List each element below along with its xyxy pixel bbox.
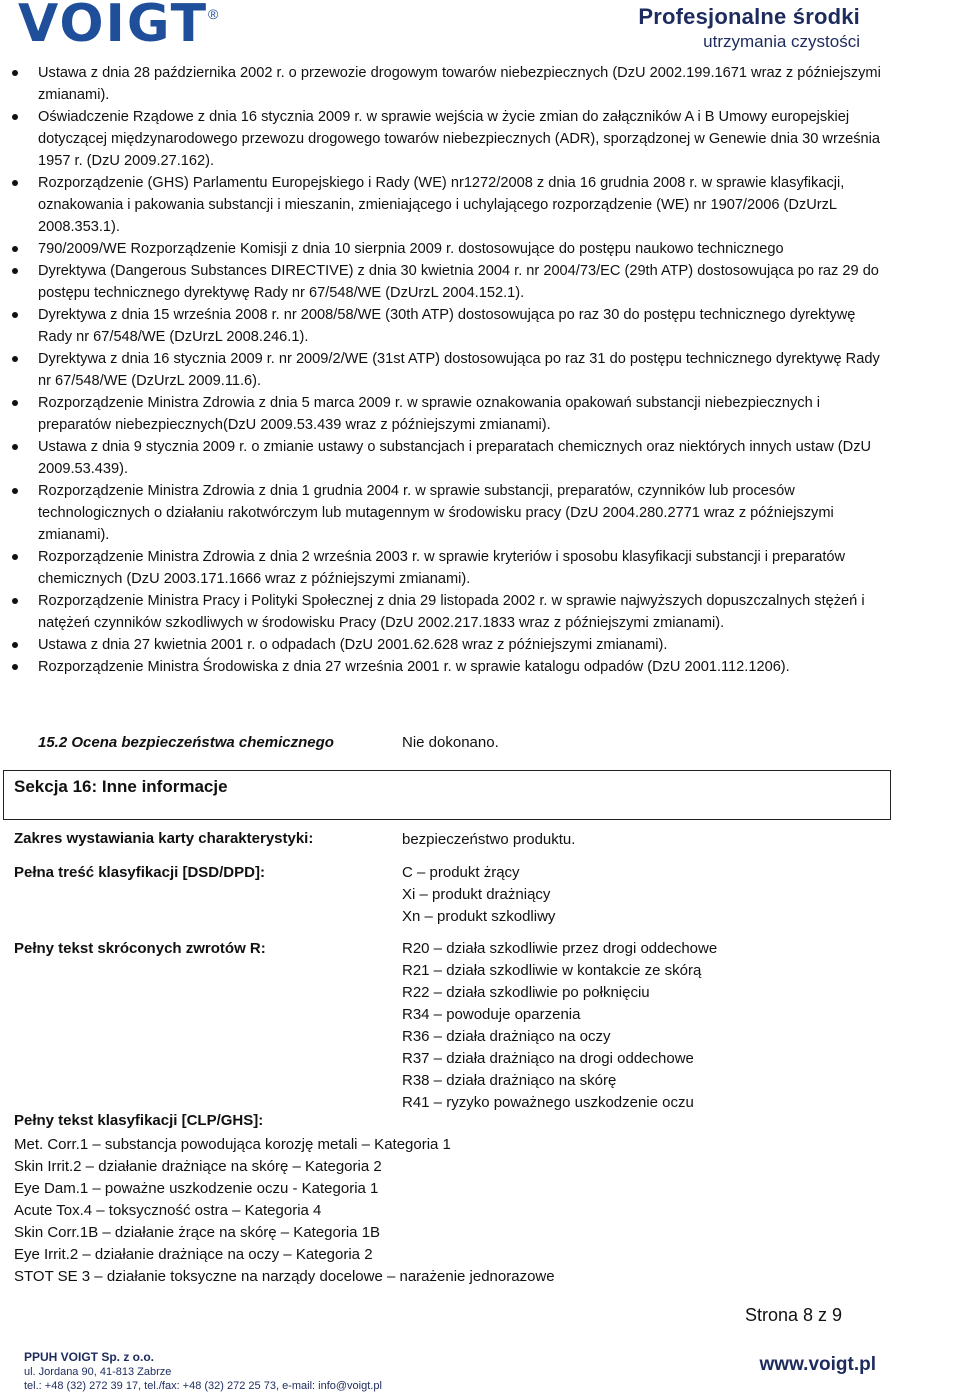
footer-address: ul. Jordana 90, 41-813 Zabrze bbox=[24, 1366, 172, 1378]
page-footer bbox=[0, 1336, 960, 1394]
r-phrases-label: Pełny tekst skróconych zwrotów R: bbox=[14, 940, 266, 957]
list-item: Rozporządzenie Ministra Zdrowia z dnia 5 marca 2009 r. w sprawie oznakowania opakowań substancji niebezpiecznych i preparatów niebezpiecznych(DzU 2009.53.439 wraz z późniejszymi zmianami). bbox=[0, 392, 960, 436]
list-item: Oświadczenie Rządowe z dnia 16 stycznia 2009 r. w sprawie wejścia w życie zmian do załączników A i B Umowy europejskiej dotyczącej międzynarodowego przewozu drogowego towarów niebezpiecznych (ADR), sporządzonej w Genewie dnia 30 września 1957 r. (DzU 2009.27.162). bbox=[0, 106, 960, 172]
logo-brand: VOIGT bbox=[18, 0, 209, 54]
clp-entry: Eye Dam.1 – poważne uszkodzenie oczu - Kategoria 1 bbox=[14, 1180, 379, 1197]
regulations-list bbox=[0, 62, 960, 678]
clp-entry: Skin Irrit.2 – działanie drażniące na skórę – Kategoria 2 bbox=[14, 1158, 382, 1175]
scope-label: Zakres wystawiania karty charakterystyki: bbox=[14, 830, 314, 847]
list-item: Rozporządzenie Ministra Zdrowia z dnia 1 grudnia 2004 r. w sprawie substancji, preparatów, czynników lub procesów technologicznych o działaniu rakotwórczym lub mutagennym w środowisku pracy (DzU 2004.280.2771 wraz z późniejszymi zmianami). bbox=[0, 480, 960, 546]
footer-company: PPUH VOIGT Sp. z o.o. bbox=[24, 1350, 155, 1364]
r-phrase: R36 – działa drażniąco na oczy bbox=[402, 1028, 611, 1045]
r-phrase: R38 – działa drażniąco na skórę bbox=[402, 1072, 617, 1089]
list-item: Ustawa z dnia 27 kwietnia 2001 r. o odpadach (DzU 2001.62.628 wraz z późniejszymi zmianami). bbox=[0, 634, 960, 656]
regulations-section bbox=[0, 62, 960, 678]
list-item: Dyrektywa (Dangerous Substances DIRECTIVE) z dnia 30 kwietnia 2004 r. nr 2004/73/EC (29th ATP) dostosowująca po raz 29 do postępu technicznego dyrektywę Rady nr 67/548/WE (DzUrzL 2004.152.1). bbox=[0, 260, 960, 304]
list-item: Ustawa z dnia 28 października 2002 r. o przewozie drogowym towarów niebezpiecznych (DzU 2002.199.1671 wraz z późniejszymi zmianami). bbox=[0, 62, 960, 106]
list-item: Rozporządzenie (GHS) Parlamentu Europejskiego i Rady (WE) nr1272/2008 z dnia 16 grudnia 2008 r. w sprawie klasyfikacji, oznakowania i pakowania substancji i mieszanin, zmieniającego i uchylającego rozporządzenie (WE) nr 1907/2006 (DzUrzL 2008.353.1). bbox=[0, 172, 960, 238]
clp-label-row bbox=[14, 1112, 263, 1129]
clp-label: Pełny tekst klasyfikacji [CLP/GHS]: bbox=[14, 1112, 264, 1129]
r-phrase: R37 – działa drażniąco na drogi oddechowe bbox=[402, 1050, 694, 1067]
section-16-header bbox=[3, 770, 891, 820]
scope-label-row bbox=[14, 830, 313, 847]
dsd-label: Pełna treść klasyfikacji [DSD/DPD]: bbox=[14, 864, 265, 881]
list-item: Rozporządzenie Ministra Zdrowia z dnia 2 września 2003 r. w sprawie kryteriów i sposobu klasyfikacji substancji i preparatów chemicznych (DzU 2003.171.1666 wraz z późniejszymi zmianami). bbox=[0, 546, 960, 590]
list-item: Dyrektywa z dnia 15 września 2008 r. nr 2008/58/WE (30th ATP) dostosowująca po raz 30 do postępu technicznego dyrektywę Rady nr 67/548/WE (DzUrzL 2008.246.1). bbox=[0, 304, 960, 348]
list-item: Ustawa z dnia 9 stycznia 2009 r. o zmianie ustawy o substancjach i preparatach chemicznych oraz niektórych innych ustaw (DzU 2009.53.439). bbox=[0, 436, 960, 480]
r-phrases-label-row bbox=[14, 940, 266, 957]
clp-entry: Acute Tox.4 – toksyczność ostra – Kategoria 4 bbox=[14, 1202, 322, 1219]
list-item: Rozporządzenie Ministra Środowiska z dnia 27 września 2001 r. w sprawie katalogu odpadów (DzU 2001.112.1206). bbox=[0, 656, 960, 678]
list-item: Dyrektywa z dnia 16 stycznia 2009 r. nr 2009/2/WE (31st ATP) dostosowująca po raz 31 do postępu technicznego dyrektywę Rady nr 67/548/WE (DzUrzL 2009.11.6). bbox=[0, 348, 960, 392]
clp-entry: STOT SE 3 – działanie toksyczne na narządy docelowe – narażenie jednorazowe bbox=[14, 1268, 555, 1285]
dsd-value: C – produkt żrący bbox=[402, 864, 520, 881]
section-16-title: Sekcja 16: Inne informacje bbox=[14, 777, 228, 796]
dsd-value: Xi – produkt drażniący bbox=[402, 886, 551, 903]
r-phrase: R34 – powoduje oparzenia bbox=[402, 1006, 581, 1023]
list-item: Rozporządzenie Ministra Pracy i Polityki Społecznej z dnia 29 listopada 2002 r. w sprawie najwyższych dopuszczalnych stężeń i natężeń czynników szkodliwych w środowisku Pracy (DzU 2002.217.1833 wraz z późniejszymi zmianami). bbox=[0, 590, 960, 634]
tagline-line1: Profesjonalne środki bbox=[638, 4, 860, 29]
r-phrases-values bbox=[402, 938, 717, 1114]
r-phrase: R22 – działa szkodliwie po połknięciu bbox=[402, 984, 650, 1001]
tagline-line2: utrzymania czystości bbox=[703, 32, 860, 51]
r-phrase: R41 – ryzyko poważnego uszkodzenie oczu bbox=[402, 1094, 694, 1111]
assessment-value: Nie dokonano. bbox=[402, 734, 499, 751]
page-number: Strona 8 z 9 bbox=[745, 1305, 843, 1325]
dsd-value: Xn – produkt szkodliwy bbox=[402, 908, 556, 925]
scope-value: bezpieczeństwo produktu. bbox=[402, 831, 576, 848]
dsd-values bbox=[402, 862, 555, 928]
logo-registered-mark: ® bbox=[208, 6, 219, 22]
dsd-label-row bbox=[14, 864, 265, 881]
page-header bbox=[0, 0, 960, 60]
clp-values bbox=[14, 1134, 555, 1288]
chemical-safety-assessment bbox=[38, 734, 938, 751]
clp-entry: Skin Corr.1B – działanie żrące na skórę – Kategoria 1B bbox=[14, 1224, 381, 1241]
footer-contact: tel.: +48 (32) 272 39 17, tel./fax: +48 (32) 272 25 73, e-mail: info@voigt.pl bbox=[24, 1380, 382, 1392]
r-phrase: R21 – działa szkodliwie w kontakcie ze skórą bbox=[402, 962, 702, 979]
footer-website-link[interactable]: www.voigt.pl bbox=[759, 1354, 876, 1375]
clp-entry: Met. Corr.1 – substancja powodująca korozję metali – Kategoria 1 bbox=[14, 1136, 451, 1153]
r-phrase: R20 – działa szkodliwie przez drogi oddechowe bbox=[402, 940, 718, 957]
assessment-label: 15.2 Ocena bezpieczeństwa chemicznego bbox=[38, 734, 334, 751]
list-item: 790/2009/WE Rozporządzenie Komisji z dnia 10 sierpnia 2009 r. dostosowujące do postępu naukowo technicznego bbox=[0, 238, 960, 260]
clp-entry: Eye Irrit.2 – działanie drażniące na oczy – Kategoria 2 bbox=[14, 1246, 373, 1263]
tagline bbox=[638, 4, 860, 52]
